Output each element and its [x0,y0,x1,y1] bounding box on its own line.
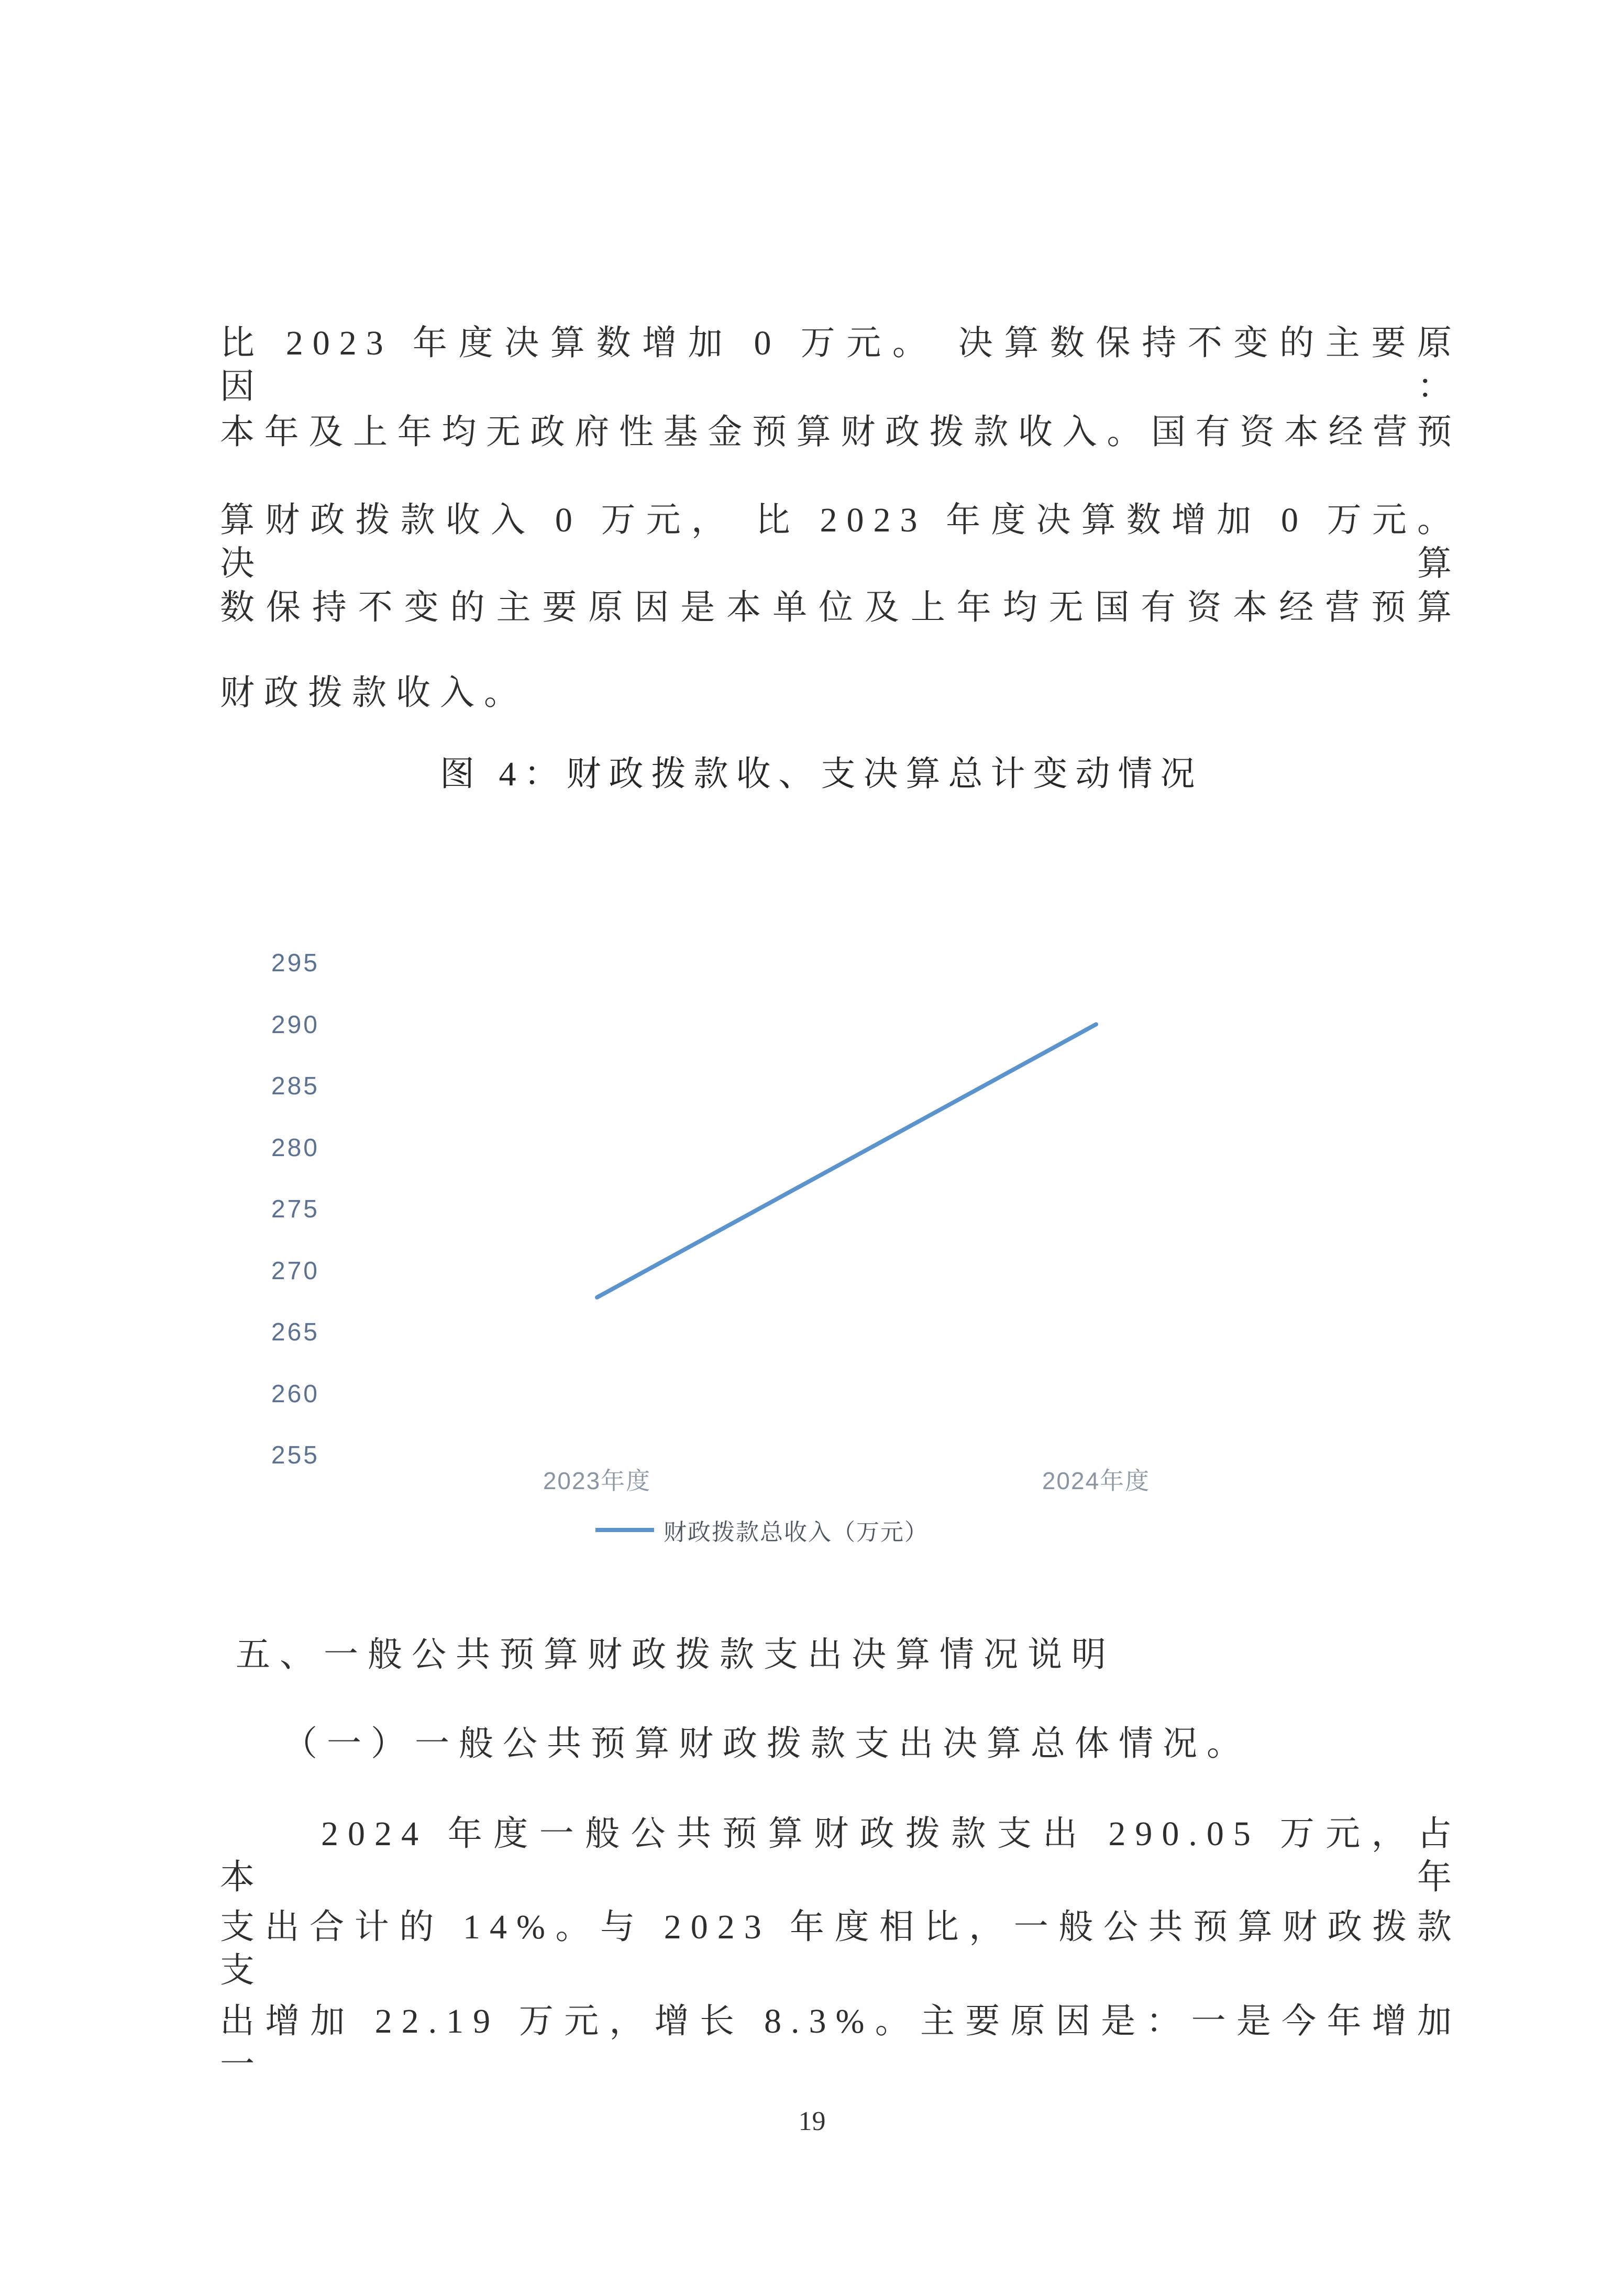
intro-line: 本年及上年均无政府性基金预算财政拨款收入。国有资本经营预 [220,413,1461,451]
y-axis-tick-label: 285 [271,1072,319,1100]
y-axis-tick-label: 275 [271,1195,319,1223]
trend-line [597,1024,1096,1297]
y-axis-tick-label: 270 [271,1257,319,1285]
section-subheading: （一）一般公共预算财政拨款支出决算总体情况。 [283,1725,1251,1763]
body-line: 支出合计的 14%。与 2023 年度相比，一般公共预算财政拨款支 [220,1908,1461,1990]
intro-line: 比 2023 年度决算数增加 0 万元。 决算数保持不变的主要原因： [220,324,1461,406]
intro-line: 财政拨款收入。 [220,674,528,712]
x-axis-label: 2024年度 [1042,1467,1151,1494]
y-axis-tick-label: 255 [271,1441,319,1469]
chart-plot-area [251,937,1273,1555]
intro-line: 数保持不变的主要原因是本单位及上年均无国有资本经营预算 [220,589,1461,627]
figure-caption: 图 4：财政拨款收、支决算总计变动情况 [440,755,1203,793]
legend [251,1513,1273,1547]
y-axis-tick-label: 295 [271,949,319,977]
legend-line-swatch [595,1528,654,1532]
section-heading: 五、一般公共预算财政拨款支出决算情况说明 [236,1636,1115,1674]
chart [251,937,1273,1555]
y-axis-tick-label: 265 [271,1318,319,1346]
y-axis-tick-label: 280 [271,1134,319,1162]
x-axis-label: 2023年度 [543,1467,651,1494]
intro-line: 算财政拨款收入 0 万元， 比 2023 年度决算数增加 0 万元。 决算 [220,501,1461,583]
body-line: 2024 年度一般公共预算财政拨款支出 290.05 万元，占本年 [220,1815,1461,1896]
legend-label: 财政拨款总收入（万元） [664,1519,929,1545]
body-line: 出增加 22.19 万元，增长 8.3%。主要原因是：一是今年增加一 [220,2002,1461,2084]
y-axis-tick-label: 290 [271,1011,319,1039]
y-axis-tick-label: 260 [271,1380,319,1408]
page-number: 19 [798,2106,826,2136]
